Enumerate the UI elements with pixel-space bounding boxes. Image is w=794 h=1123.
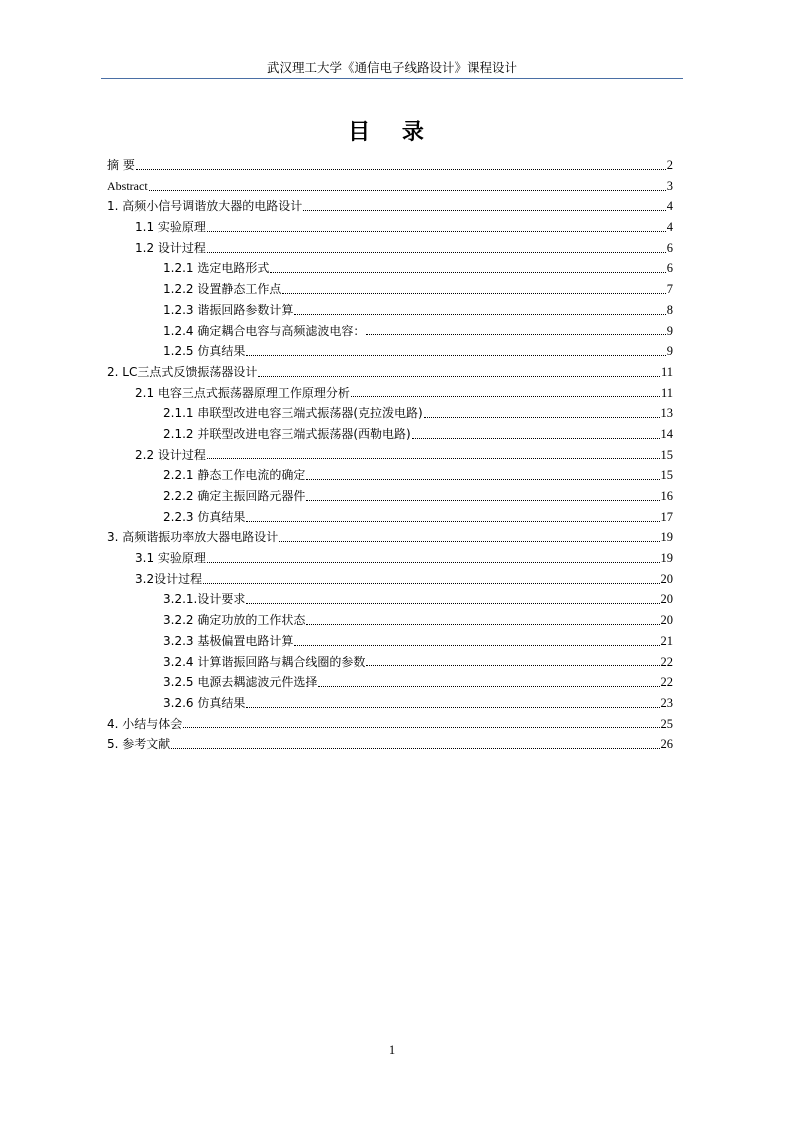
toc-entry[interactable] xyxy=(107,341,673,362)
toc-dot-leader xyxy=(246,521,659,522)
toc-entry-page: 23 xyxy=(660,695,673,710)
toc-entry-page: 4 xyxy=(666,199,673,214)
toc-dot-leader xyxy=(318,686,659,687)
toc-entry-label: 3.2.2 确定功放的工作状态 xyxy=(163,613,306,628)
toc-entry-label: 1.2.5 仿真结果 xyxy=(163,344,246,359)
toc-entry[interactable] xyxy=(107,196,673,217)
toc-dot-leader xyxy=(282,293,665,294)
table-of-contents xyxy=(107,155,673,755)
toc-dot-leader xyxy=(207,458,660,459)
toc-dot-leader xyxy=(207,252,666,253)
toc-entry-label: 1. 高频小信号调谐放大器的电路设计 xyxy=(107,199,303,214)
toc-entry[interactable] xyxy=(107,548,673,569)
header-divider xyxy=(101,78,683,79)
toc-dot-leader xyxy=(258,376,660,377)
toc-entry[interactable] xyxy=(107,383,673,404)
toc-entry-page: 14 xyxy=(660,426,673,441)
toc-dot-leader xyxy=(270,272,665,273)
toc-dot-leader xyxy=(366,334,665,335)
toc-dot-leader xyxy=(171,748,659,749)
toc-entry-label: 3.2.5 电源去耦滤波元件选择 xyxy=(163,675,318,690)
toc-dot-leader xyxy=(246,707,659,708)
toc-dot-leader xyxy=(424,417,660,418)
toc-entry-page: 21 xyxy=(660,633,673,648)
toc-entry-label: 3.1 实验原理 xyxy=(135,551,206,566)
toc-dot-leader xyxy=(207,231,666,232)
toc-entry-page: 2 xyxy=(666,158,673,172)
toc-entry-page: 26 xyxy=(660,737,673,752)
toc-entry-label: 2.2 设计过程 xyxy=(135,447,206,462)
toc-entry[interactable] xyxy=(107,714,673,735)
toc-entry-label: 1.2.3 谐振回路参数计算 xyxy=(163,302,294,317)
toc-entry-label: 2.1.2 并联型改进电容三端式振荡器(西勒电路) xyxy=(163,426,411,441)
toc-entry-label: 3.2设计过程 xyxy=(135,571,203,586)
toc-dot-leader xyxy=(149,190,666,191)
toc-entry-label: 4. 小结与体会 xyxy=(107,716,183,731)
toc-entry-page: 20 xyxy=(660,592,673,607)
toc-entry-label: 3. 高频谐振功率放大器电路设计 xyxy=(107,530,279,545)
toc-entry-label: 2.2.2 确定主振回路元器件 xyxy=(163,489,306,503)
toc-entry-page: 8 xyxy=(666,302,673,317)
toc-entry[interactable] xyxy=(107,321,673,342)
toc-entry-label: 2.1.1 串联型改进电容三端式振荡器(克拉泼电路) xyxy=(163,406,423,421)
toc-entry-label: 1.2.2 设置静态工作点 xyxy=(163,282,282,297)
toc-entry[interactable] xyxy=(107,155,673,176)
toc-entry[interactable] xyxy=(107,362,673,383)
toc-entry-page: 17 xyxy=(660,509,673,524)
toc-entry[interactable] xyxy=(107,527,673,548)
toc-dot-leader xyxy=(306,624,659,625)
toc-dot-leader xyxy=(412,438,660,439)
toc-dot-leader xyxy=(246,603,659,604)
toc-entry-page: 7 xyxy=(666,282,673,297)
toc-entry-label: 3.2.4 计算谐振回路与耦合线圈的参数 xyxy=(163,654,366,669)
toc-dot-leader xyxy=(351,396,660,397)
toc-entry[interactable] xyxy=(107,465,673,486)
toc-entry[interactable] xyxy=(107,734,673,755)
toc-entry[interactable] xyxy=(107,507,673,528)
toc-entry-page: 11 xyxy=(660,364,673,379)
toc-dot-leader xyxy=(203,583,659,584)
toc-dot-leader xyxy=(246,355,665,356)
toc-entry-label: 5. 参考文献 xyxy=(107,737,171,752)
toc-dot-leader xyxy=(207,562,660,563)
toc-entry[interactable] xyxy=(107,672,673,693)
toc-entry-page: 15 xyxy=(660,447,673,462)
toc-entry[interactable] xyxy=(107,569,673,590)
toc-entry-page: 3 xyxy=(666,178,673,193)
toc-entry-page: 19 xyxy=(660,530,673,545)
toc-dot-leader xyxy=(294,314,665,315)
toc-entry-label: 2.1 电容三点式振荡器原理工作原理分析 xyxy=(135,385,350,400)
toc-title: 目 录 xyxy=(348,120,436,145)
toc-entry[interactable] xyxy=(107,486,673,507)
toc-entry[interactable] xyxy=(107,445,673,466)
toc-entry-page: 4 xyxy=(666,220,673,235)
toc-entry-page: 9 xyxy=(666,344,673,359)
toc-dot-leader xyxy=(306,479,659,480)
toc-entry-page: 11 xyxy=(660,385,673,400)
toc-entry[interactable] xyxy=(107,693,673,714)
toc-dot-leader xyxy=(183,727,659,728)
toc-dot-leader xyxy=(306,500,659,501)
toc-entry[interactable] xyxy=(107,631,673,652)
toc-entry-page: 22 xyxy=(660,654,673,669)
toc-entry-label: 1.2 设计过程 xyxy=(135,240,206,255)
toc-entry-label: 2. LC三点式反馈振荡器设计 xyxy=(107,364,258,379)
toc-entry[interactable] xyxy=(107,652,673,673)
toc-entry-page: 20 xyxy=(660,571,673,586)
toc-entry-label: 3.2.6 仿真结果 xyxy=(163,695,246,710)
toc-entry-label: 3.2.3 基极偏置电路计算 xyxy=(163,633,294,648)
toc-entry-label: Abstract xyxy=(107,178,148,193)
toc-dot-leader xyxy=(294,645,659,646)
toc-entry-page: 13 xyxy=(660,406,673,421)
toc-entry-page: 19 xyxy=(660,551,673,566)
toc-entry-label: 3.2.1.设计要求 xyxy=(163,592,246,607)
toc-entry-page: 20 xyxy=(660,613,673,628)
toc-entry-label: 2.2.3 仿真结果 xyxy=(163,509,246,524)
toc-entry-page: 6 xyxy=(666,240,673,255)
toc-entry[interactable] xyxy=(107,176,673,197)
toc-entry-page: 25 xyxy=(660,716,673,731)
page-number: 1 xyxy=(388,1043,396,1057)
toc-entry-page: 22 xyxy=(660,675,673,690)
toc-dot-leader xyxy=(303,210,665,211)
toc-entry-page: 15 xyxy=(660,468,673,483)
toc-dot-leader xyxy=(366,665,659,666)
toc-dot-leader xyxy=(136,169,666,170)
toc-dot-leader xyxy=(279,541,659,542)
toc-entry-label: 1.2.1 选定电路形式 xyxy=(163,261,270,276)
toc-entry[interactable] xyxy=(107,258,673,279)
toc-entry[interactable] xyxy=(107,589,673,610)
toc-entry-label: 1.1 实验原理 xyxy=(135,220,206,235)
toc-entry-page: 16 xyxy=(660,489,673,503)
toc-entry[interactable] xyxy=(107,424,673,445)
toc-entry[interactable] xyxy=(107,300,673,321)
toc-entry[interactable] xyxy=(107,279,673,300)
toc-entry[interactable] xyxy=(107,610,673,631)
page-header: 武汉理工大学《通信电子线路设计》课程设计 xyxy=(266,60,517,75)
toc-entry[interactable] xyxy=(107,217,673,238)
toc-entry[interactable] xyxy=(107,403,673,424)
toc-entry-label: 摘 要 xyxy=(107,158,135,172)
toc-entry-label: 1.2.4 确定耦合电容与高频滤波电容： xyxy=(163,323,366,338)
toc-entry-label: 2.2.1 静态工作电流的确定 xyxy=(163,468,306,483)
toc-entry-page: 6 xyxy=(666,261,673,276)
toc-entry[interactable] xyxy=(107,238,673,259)
toc-entry-page: 9 xyxy=(666,323,673,338)
